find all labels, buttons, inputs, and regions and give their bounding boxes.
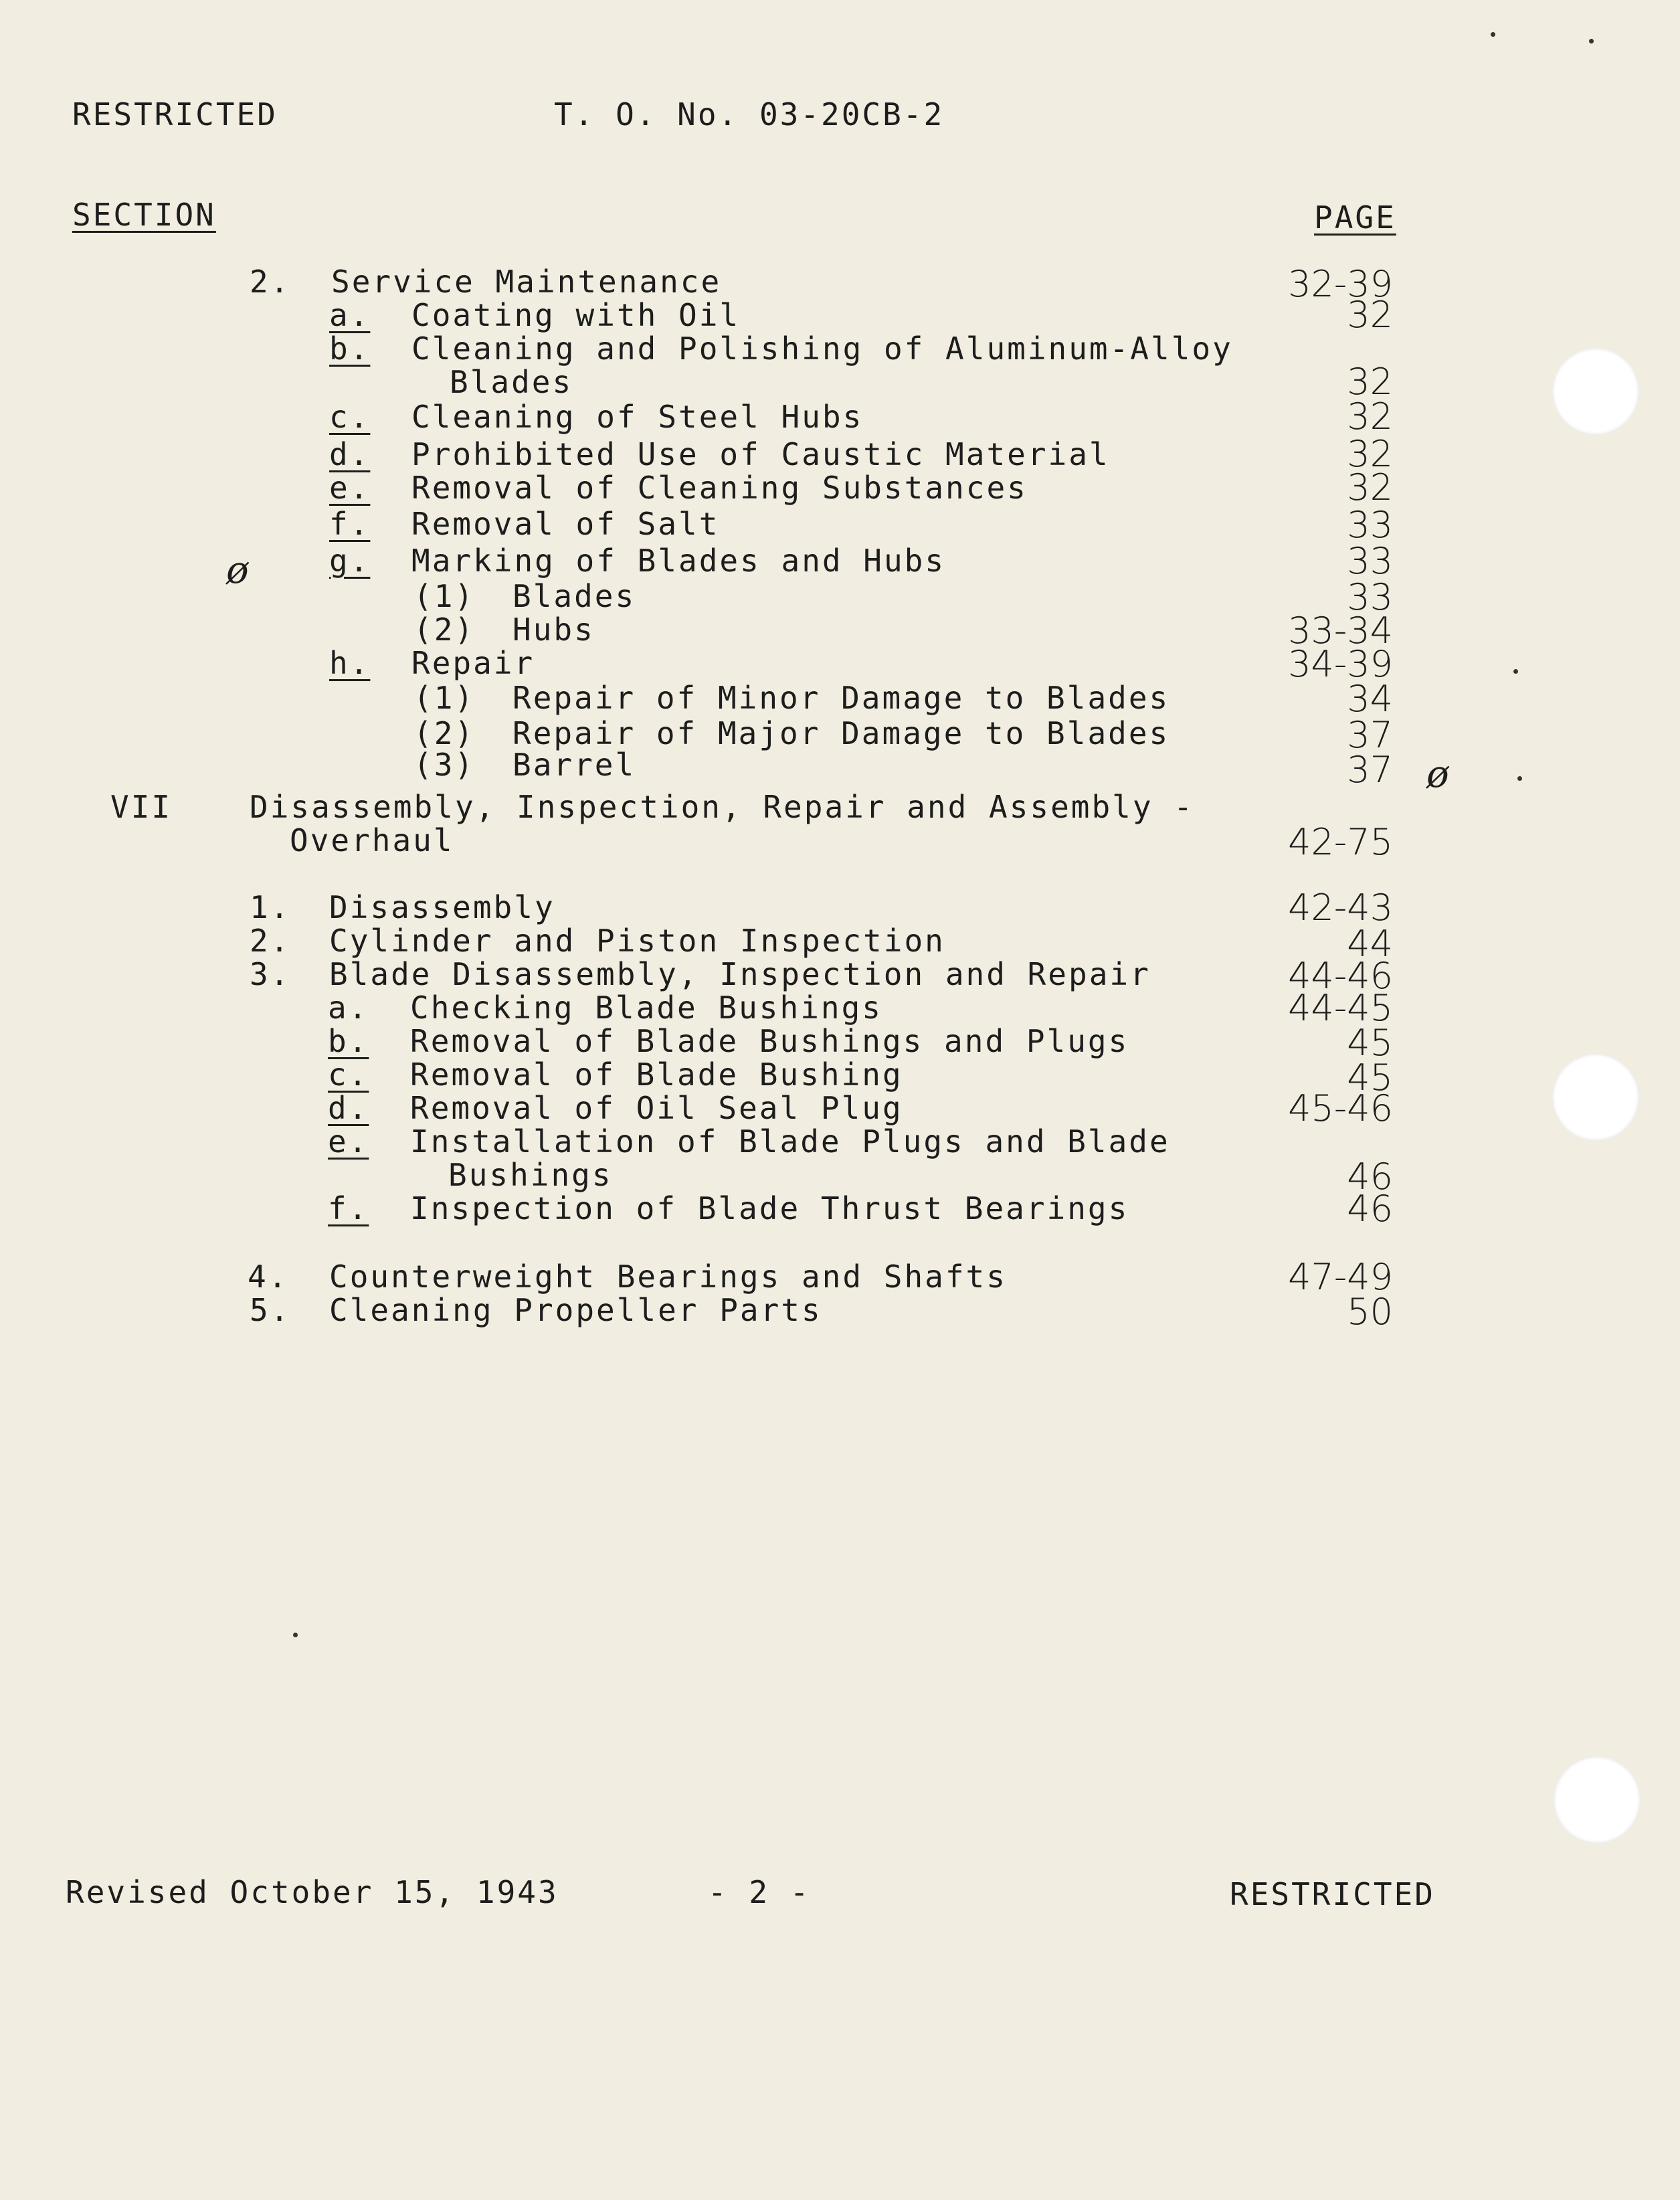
entry-title: Repair (411, 645, 535, 681)
entry-number: e. (329, 470, 371, 506)
entry-title: Repair of Major Damage to Blades (512, 715, 1170, 751)
entry-page: 33-34 (1288, 610, 1393, 652)
entry-page: 46 (1347, 1156, 1393, 1198)
speck (1513, 669, 1518, 674)
entry-page: 37 (1347, 749, 1393, 791)
entry-title: Removal of Salt (411, 506, 720, 542)
entry-number: d. (328, 1090, 369, 1126)
entry-number: 3. (250, 956, 291, 992)
section-column-label: SECTION (72, 197, 216, 233)
entry-page: 42-43 (1288, 887, 1393, 929)
entry-number: 5. (250, 1292, 291, 1328)
header-to-number: T. O. No. 03-20CB-2 (554, 96, 945, 132)
entry-page: 32 (1347, 294, 1393, 336)
footer-revision-date: Revised October 15, 1943 (66, 1874, 559, 1910)
entry-title: Removal of Cleaning Substances (411, 470, 1028, 506)
entry-page: 44-46 (1288, 955, 1393, 997)
entry-number: (3) (413, 747, 476, 783)
entry-page: 32 (1347, 361, 1393, 403)
footer-page-number: - 2 - (708, 1874, 811, 1910)
entry-number: c. (328, 1057, 369, 1093)
entry-page: 50 (1347, 1291, 1393, 1333)
entry-number: 4. (248, 1259, 289, 1295)
entry-number: (2) (413, 715, 476, 751)
entry-number: d. (329, 436, 371, 472)
entry-number: (1) (413, 680, 476, 716)
entry-number: g. (329, 543, 371, 579)
entry-number: b. (328, 1023, 369, 1059)
entry-title: Removal of Blade Bushings and Plugs (410, 1023, 1129, 1059)
entry-number: h. (329, 645, 371, 681)
punch-hole-middle (1552, 1054, 1639, 1141)
entry-title: Checking Blade Bushings (410, 990, 882, 1026)
entry-number: 1. (250, 889, 291, 925)
entry-title: Disassembly (329, 889, 555, 925)
section-title-continued: Overhaul (290, 822, 454, 858)
entry-number: 2. (250, 923, 291, 959)
entry-title: Cleaning Propeller Parts (329, 1292, 822, 1328)
entry-page: 32 (1347, 433, 1393, 475)
entry-title: Cleaning of Steel Hubs (411, 399, 864, 435)
entry-title: Coating with Oil (411, 297, 741, 333)
entry-page: 45-46 (1288, 1087, 1393, 1129)
entry-title: Removal of Oil Seal Plug (410, 1090, 903, 1126)
entry-page: 32 (1347, 466, 1393, 509)
section-title: Disassembly, Inspection, Repair and Assembly - (250, 789, 1194, 825)
entry-page: 37 (1347, 714, 1393, 756)
entry-title: Cylinder and Piston Inspection (329, 923, 945, 959)
entry-number: a. (328, 990, 369, 1026)
entry-title: Barrel (512, 747, 636, 783)
entry-title: Repair of Minor Damage to Blades (512, 680, 1170, 716)
section-number: VII (110, 789, 173, 825)
entry-title: Blade Disassembly, Inspection and Repair (329, 956, 1151, 992)
entry-title: Blades (512, 578, 636, 614)
entry-page: 42-75 (1288, 821, 1393, 863)
entry-page: 45 (1347, 1057, 1393, 1099)
entry-number: f. (329, 506, 371, 542)
entry-number: (2) (413, 612, 476, 648)
punch-hole-bottom (1554, 1756, 1641, 1843)
entry-title-continued: Blades (450, 364, 573, 400)
entry-page: 33 (1347, 576, 1393, 618)
entry-title: Inspection of Blade Thrust Bearings (410, 1190, 1129, 1226)
entry-title: Cleaning and Polishing of Aluminum-Alloy (411, 331, 1233, 367)
entry-page: 32 (1347, 395, 1393, 438)
entry-title: Prohibited Use of Caustic Material (411, 436, 1110, 472)
entry-number: (1) (413, 578, 476, 614)
entry-title: Service Maintenance (331, 264, 722, 300)
entry-page: 47-49 (1288, 1256, 1393, 1298)
entry-page: 46 (1347, 1188, 1393, 1230)
entry-page: 33 (1347, 504, 1393, 546)
entry-number: c. (329, 399, 371, 435)
entry-page: 44 (1347, 923, 1393, 965)
speck (1589, 39, 1594, 43)
speck (293, 1633, 298, 1637)
entry-title-continued: Bushings (448, 1157, 613, 1193)
footer-restricted: RESTRICTED (1230, 1876, 1435, 1912)
entry-title: Hubs (512, 612, 595, 648)
entry-number: f. (328, 1190, 369, 1226)
entry-number: 2. (250, 264, 291, 300)
entry-title: Installation of Blade Plugs and Blade (410, 1123, 1170, 1160)
check-mark: ø (1426, 753, 1449, 796)
check-mark: ø (226, 549, 249, 592)
entry-title: Removal of Blade Bushing (410, 1057, 903, 1093)
entry-number: e. (328, 1123, 369, 1160)
speck (1517, 776, 1522, 781)
entry-page: 44-45 (1288, 987, 1393, 1029)
entry-page: 34-39 (1288, 643, 1393, 685)
entry-number: b. (329, 331, 371, 367)
punch-hole-top (1552, 348, 1639, 435)
entry-title: Counterweight Bearings and Shafts (329, 1259, 1007, 1295)
entry-page: 33 (1347, 540, 1393, 582)
entry-page: 45 (1347, 1022, 1393, 1064)
entry-title: Marking of Blades and Hubs (411, 543, 946, 579)
entry-page: 34 (1347, 678, 1393, 720)
speck (1491, 32, 1495, 37)
header-restricted: RESTRICTED (72, 96, 278, 132)
page-column-label: PAGE (1314, 199, 1396, 236)
entry-page: 32-39 (1288, 263, 1393, 305)
entry-number: a. (329, 297, 371, 333)
